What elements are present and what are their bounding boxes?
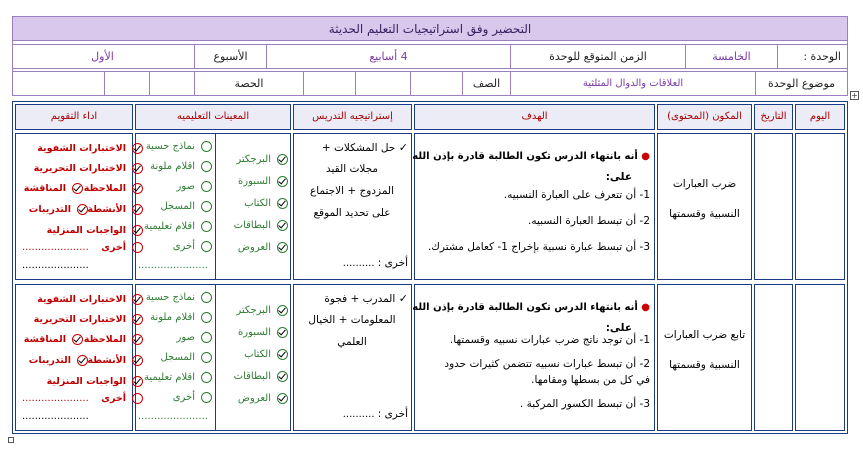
unit-value: الخامسة: [685, 45, 777, 68]
strategy-line: [296, 314, 408, 326]
assessment-label: التدريبات: [28, 355, 71, 366]
aid-item-b[interactable]: [177, 181, 213, 192]
page-title: التحضير وفق استراتيجيات التعليم الحديثة: [12, 16, 848, 41]
assessment-label: الأنشطة: [87, 204, 126, 215]
assessment-item[interactable]: [101, 393, 143, 404]
aid-label: المسجل: [160, 201, 195, 212]
aids-other-dots[interactable]: ......................: [138, 260, 208, 271]
assessment-item[interactable]: [47, 376, 143, 387]
strategy-text: المدرب + فجوة: [324, 293, 396, 305]
assessment-label: الاختبارات التحريرية: [33, 314, 126, 325]
aid-label: الكتاب: [244, 349, 271, 360]
strategy-other: [296, 408, 408, 420]
period-cell-2[interactable]: [104, 72, 149, 95]
strategy-text: مجلات القيد: [326, 163, 378, 175]
aid-item-b[interactable]: [150, 161, 212, 172]
radio-icon[interactable]: [201, 372, 212, 383]
radio-icon[interactable]: [201, 181, 212, 192]
aid-label: أخرى: [172, 241, 195, 252]
assessment-other-dots[interactable]: .....................: [22, 393, 89, 404]
strategy-line: [296, 292, 408, 305]
component-text-line1: ضرب العبارات: [672, 178, 737, 190]
aid-label: صور: [176, 332, 195, 343]
aid-item-a[interactable]: [234, 220, 288, 231]
assessment-label: أخرى: [101, 242, 126, 253]
week-label: الأسبوع: [194, 45, 266, 68]
check-circle-icon[interactable]: [77, 204, 88, 215]
goal-on: على:: [605, 322, 632, 334]
aid-label: اقلام ملونة: [150, 161, 195, 172]
aid-item-b[interactable]: [144, 221, 212, 232]
check-circle-icon[interactable]: [277, 393, 288, 404]
radio-icon[interactable]: [201, 292, 212, 303]
aid-label: السبورة: [238, 176, 271, 187]
aid-label: البرجكتر: [236, 154, 271, 165]
aid-item-a[interactable]: [238, 242, 288, 253]
check-circle-icon[interactable]: [277, 198, 288, 209]
paragraph-marker: [8, 437, 14, 443]
check-circle-icon[interactable]: [72, 183, 83, 194]
radio-icon[interactable]: [132, 393, 143, 404]
strategy-line: [296, 185, 408, 197]
expected-time-value: 4 أسابيع: [266, 45, 510, 68]
row1-date-cell: [754, 133, 793, 280]
assessment-label: الملاحظة: [83, 183, 126, 194]
check-circle-icon[interactable]: [132, 314, 143, 325]
topic-label: موضوع الوحدة: [755, 72, 847, 95]
assessment-item[interactable]: [34, 163, 143, 174]
assessment-item[interactable]: [84, 334, 143, 345]
assessment-item[interactable]: [34, 314, 143, 325]
col-strategy: إستراتيجيه التدريس: [293, 104, 412, 130]
check-circle-icon[interactable]: [277, 371, 288, 382]
class-cell-3[interactable]: [303, 72, 355, 95]
check-circle-icon[interactable]: [132, 163, 143, 174]
check-circle-icon[interactable]: [277, 242, 288, 253]
col-component: المكون (المحتوى): [657, 104, 752, 130]
strategy-text: على تحديد الموقع: [313, 207, 391, 219]
assessment-label: الاختبارات الشفوية: [37, 143, 126, 154]
assessment-label: الاختبارات التحريرية: [33, 163, 126, 174]
check-circle-icon[interactable]: [277, 327, 288, 338]
assessment-label: الواجبات المنزلية: [46, 376, 126, 387]
assessment-item[interactable]: [84, 183, 143, 194]
aid-label: المسجل: [160, 352, 195, 363]
aid-item-b[interactable]: [173, 241, 212, 252]
component-text-line1: تابع ضرب العبارات: [663, 329, 746, 341]
aid-item-a[interactable]: [238, 393, 288, 404]
assessment-label: الأنشطة: [87, 355, 126, 366]
class-label: الصف: [462, 72, 510, 95]
header-row-unit: [12, 44, 848, 69]
aid-label: السبورة: [238, 327, 271, 338]
row1-day-cell: [795, 133, 845, 280]
strategy-text: العلمي: [337, 336, 367, 348]
assessment-label: أخرى: [101, 393, 126, 404]
period-label: الحصة: [194, 72, 303, 95]
strategy-line: [296, 163, 408, 175]
aid-label: اقلام تعليمية: [144, 372, 195, 383]
period-cell-3[interactable]: [11, 72, 104, 95]
col-date: التاريخ: [754, 104, 793, 130]
aid-item-b[interactable]: [177, 332, 213, 343]
check-circle-icon[interactable]: [277, 305, 288, 316]
aid-label: نماذج حسية: [145, 292, 195, 303]
assessment-item[interactable]: [24, 334, 83, 345]
goal-intro-text: أنه بانتهاء الدرس تكون الطالبة قادرة بإذن الله: [412, 302, 638, 313]
check-circle-icon[interactable]: [72, 334, 83, 345]
col-goal: الهدف: [414, 104, 655, 130]
check-circle-icon[interactable]: [277, 176, 288, 187]
goal-intro: [412, 151, 650, 162]
assessment-extra-dots[interactable]: .....................: [22, 411, 89, 422]
topic-value: العلاقات والدوال المثلثية: [510, 72, 755, 95]
aid-item-a[interactable]: [244, 349, 288, 360]
bullet-icon: ●: [637, 302, 650, 313]
table-move-handle[interactable]: +: [851, 91, 858, 100]
aid-label: البرجكتر: [236, 305, 271, 316]
checkmark-icon: ✓: [395, 141, 408, 154]
check-circle-icon[interactable]: [132, 294, 143, 305]
strategy-line: [296, 336, 408, 348]
check-circle-icon[interactable]: [132, 225, 143, 236]
strategy-line: [296, 141, 408, 154]
strategy-line: [296, 207, 408, 219]
aid-item-b[interactable]: [144, 372, 212, 383]
aid-item-a[interactable]: [244, 198, 288, 209]
strategy-other-dots[interactable]: ..........: [342, 409, 378, 420]
expected-time-label: الزمن المتوقع للوحدة: [510, 45, 685, 68]
unit-label: الوحدة :: [777, 45, 847, 68]
assessment-item[interactable]: [47, 225, 143, 236]
goal-intro-text: أنه بانتهاء الدرس تكون الطالبة قادرة بإذن الله: [412, 151, 638, 162]
aid-item-b[interactable]: [150, 312, 212, 323]
col-aids: المعينات التعليميه: [135, 104, 291, 130]
aid-item-a[interactable]: [234, 371, 288, 382]
assessment-item[interactable]: [37, 143, 143, 154]
check-circle-icon[interactable]: [132, 334, 143, 345]
aids-divider: [215, 284, 216, 431]
radio-icon[interactable]: [201, 312, 212, 323]
goal-2b: في كل من بسطها ومقامها.: [531, 374, 650, 386]
radio-icon[interactable]: [201, 221, 212, 232]
assessment-label: المناقشة: [23, 334, 66, 345]
aid-label: اقلام تعليمية: [144, 221, 195, 232]
goal-intro: [412, 302, 650, 313]
strategy-text: المعلومات + الخيال: [308, 314, 396, 326]
aid-item-b[interactable]: [160, 201, 212, 212]
aids-other-dots[interactable]: ......................: [138, 411, 208, 422]
goal-2: 2- أن تبسط العبارة النسبيه.: [528, 215, 650, 227]
row2-day-cell: [795, 284, 845, 431]
assessment-label: الواجبات المنزلية: [46, 225, 126, 236]
class-cell-2[interactable]: [355, 72, 410, 95]
period-cell-1[interactable]: [149, 72, 194, 95]
aid-item-a[interactable]: [238, 327, 288, 338]
assessment-label: التدريبات: [28, 204, 71, 215]
assessment-item[interactable]: [24, 183, 83, 194]
goal-1: 1- أن توجد ناتج ضرب عبارات نسبيه وقسمتها.: [449, 334, 650, 346]
aid-label: البطاقات: [233, 220, 271, 231]
assessment-extra-dots[interactable]: .....................: [22, 260, 89, 271]
radio-icon[interactable]: [201, 141, 212, 152]
radio-icon[interactable]: [201, 201, 212, 212]
assessment-item[interactable]: [37, 294, 143, 305]
class-cell-1[interactable]: [410, 72, 462, 95]
aid-label: الكتاب: [244, 198, 271, 209]
aid-item-b[interactable]: [173, 392, 212, 403]
strategy-other: [296, 257, 408, 269]
row1-component-cell: [657, 133, 752, 280]
assessment-label: المناقشة: [23, 183, 66, 194]
check-circle-icon[interactable]: [277, 154, 288, 165]
aid-label: البطاقات: [233, 371, 271, 382]
week-value: الأول: [91, 50, 114, 63]
row2-date-cell: [754, 284, 793, 431]
col-assessment: اداء التقويم: [15, 104, 133, 130]
check-circle-icon[interactable]: [277, 220, 288, 231]
assessment-item[interactable]: [101, 242, 143, 253]
assessment-item[interactable]: [29, 355, 88, 366]
row2-component-cell: [657, 284, 752, 431]
aid-label: أخرى: [172, 392, 195, 403]
component-text-line2: النسبية وقسمتها: [669, 359, 740, 371]
checkmark-icon: ✓: [395, 292, 408, 305]
strategy-text: حل المشكلات +: [321, 142, 396, 154]
component-text-line2: النسبية وقسمتها: [669, 208, 740, 220]
check-circle-icon[interactable]: [77, 355, 88, 366]
radio-icon[interactable]: [201, 352, 212, 363]
strategy-other-dots[interactable]: ..........: [342, 258, 378, 269]
assessment-other-dots[interactable]: .....................: [22, 242, 89, 253]
check-circle-icon[interactable]: [132, 376, 143, 387]
aid-item-a[interactable]: [238, 176, 288, 187]
aid-item-a[interactable]: [236, 154, 288, 165]
goal-3: 3- أن تبسط الكسور المركبة .: [519, 398, 650, 410]
aid-label: نماذج حسية: [145, 141, 195, 152]
check-circle-icon[interactable]: [132, 183, 143, 194]
assessment-label: الملاحظة: [83, 334, 126, 345]
assessment-label: الاختبارات الشفوية: [37, 294, 126, 305]
goal-2a: 2- أن تبسط عبارات نسبيه تتضمن كثيرات حدود: [444, 358, 650, 370]
radio-icon[interactable]: [132, 242, 143, 253]
strategy-text: المزدوج + الاجتماع: [309, 185, 395, 197]
goal-on: على:: [605, 171, 632, 183]
aid-label: العروض: [237, 242, 271, 253]
radio-icon[interactable]: [201, 241, 212, 252]
radio-icon[interactable]: [201, 161, 212, 172]
header-row-topic: [12, 71, 848, 96]
aid-item-b[interactable]: [146, 141, 212, 152]
col-day: اليوم: [795, 104, 845, 130]
aid-item-b[interactable]: [146, 292, 212, 303]
aid-label: العروض: [237, 393, 271, 404]
assessment-item[interactable]: [87, 355, 143, 366]
check-circle-icon[interactable]: [132, 143, 143, 154]
check-circle-icon[interactable]: [277, 349, 288, 360]
strategy-other-label: أخرى :: [377, 408, 408, 420]
aids-divider: [215, 133, 216, 280]
aid-label: اقلام ملونة: [150, 312, 195, 323]
goal-3: 3- أن تبسط عبارة نسبية بإخراج 1- كعامل مشترك.: [427, 241, 650, 253]
check-circle-icon[interactable]: [132, 204, 143, 215]
check-circle-icon[interactable]: [132, 355, 143, 366]
goal-1: 1- أن تتعرف على العبارة النسبيه.: [503, 189, 650, 201]
aid-label: صور: [176, 181, 195, 192]
strategy-other-label: أخرى :: [377, 257, 408, 269]
assessment-item[interactable]: [29, 204, 88, 215]
aid-item-a[interactable]: [236, 305, 288, 316]
bullet-icon: ●: [637, 151, 650, 162]
aid-item-b[interactable]: [160, 352, 212, 363]
assessment-item[interactable]: [87, 204, 143, 215]
radio-icon[interactable]: [201, 332, 212, 343]
radio-icon[interactable]: [201, 392, 212, 403]
